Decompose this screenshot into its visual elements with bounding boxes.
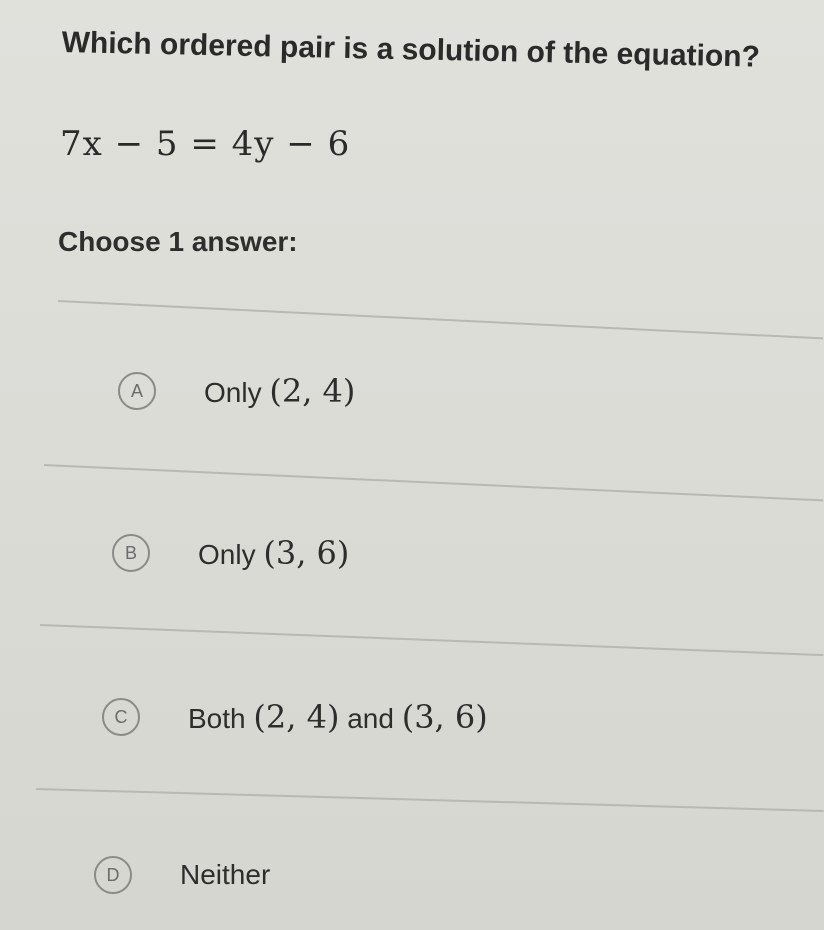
choice-b[interactable] [112, 534, 349, 572]
divider [58, 300, 823, 339]
divider [36, 788, 824, 812]
divider [40, 624, 823, 656]
divider [44, 464, 823, 501]
choice-b-radio[interactable]: B [112, 534, 150, 572]
equation [60, 124, 350, 164]
choice-d[interactable] [94, 856, 270, 894]
answer-prompt: Choose 1 answer: [58, 226, 298, 257]
choice-a-pair: (2, 4) [269, 372, 356, 410]
choice-d-label [180, 859, 270, 891]
choice-a[interactable] [118, 372, 355, 410]
choice-c-pair-1: (2, 4) [253, 698, 340, 736]
choice-c-pair-2: (3, 6) [401, 698, 488, 736]
choice-a-radio[interactable]: A [118, 372, 156, 410]
choice-c-joiner: and [347, 703, 394, 734]
choice-b-pair: (3, 6) [263, 534, 350, 572]
choice-a-prefix: Only [204, 377, 262, 408]
choice-a-label [204, 372, 355, 410]
choice-c-prefix: Both [188, 703, 246, 734]
choice-d-radio[interactable]: D [94, 856, 132, 894]
choice-c-label [188, 698, 488, 736]
equation-text: 7x − 5 = 4y − 6 [60, 124, 351, 164]
choice-c[interactable] [102, 698, 488, 736]
question-title: Which ordered pair is a solution of the equation? [61, 26, 761, 74]
choice-d-prefix: Neither [180, 859, 271, 890]
choice-c-radio[interactable]: C [102, 698, 140, 736]
choice-b-label [198, 534, 349, 572]
choice-b-prefix: Only [198, 539, 256, 570]
